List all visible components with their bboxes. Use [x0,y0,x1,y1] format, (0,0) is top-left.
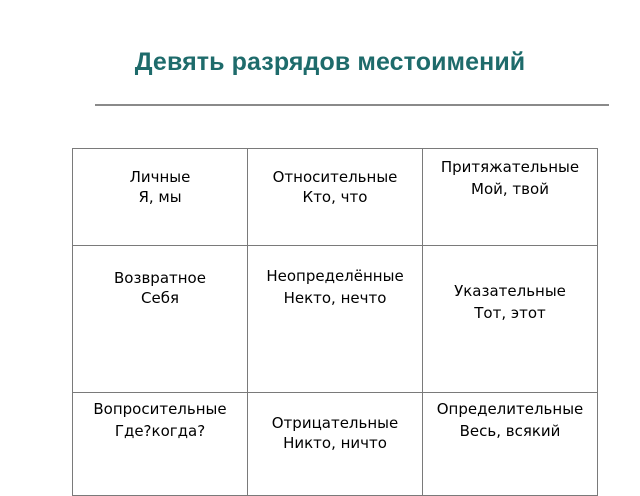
category-example: Мой, твой [471,180,549,198]
category-example: Себя [141,289,179,307]
category-example: Я, мы [138,188,182,206]
table-row [73,393,598,496]
category-cell-negative [248,393,423,496]
category-cell-determinative [423,393,598,496]
category-cell-demonstrative [423,246,598,393]
category-name: Определительные [436,400,584,418]
category-name: Возвратное [114,269,206,287]
category-name: Притяжательные [440,158,580,176]
category-name: Вопросительные [93,400,227,418]
category-cell-interrogative [73,393,248,496]
category-name: Указательные [454,282,566,300]
category-example: Кто, что [302,188,368,206]
category-name: Неопределённые [266,267,404,285]
category-example: Весь, всякий [459,422,561,440]
category-example: Некто, нечто [283,289,387,307]
category-example: Никто, ничто [283,434,387,452]
table-row [73,246,598,393]
category-cell-personal [73,149,248,246]
category-example: Тот, этот [474,304,546,322]
category-cell-indefinite [248,246,423,393]
category-cell-relative [248,149,423,246]
category-name: Относительные [272,168,398,186]
category-cell-reflexive [73,246,248,393]
table-row [73,149,598,246]
category-name: Личные [129,168,191,186]
slide-title: Девять разрядов местоимений [134,48,526,76]
category-name: Отрицательные [271,414,399,432]
category-cell-possessive [423,149,598,246]
pronoun-categories-table [72,148,598,496]
title-underline [95,104,609,106]
category-example: Где?когда? [114,422,206,440]
